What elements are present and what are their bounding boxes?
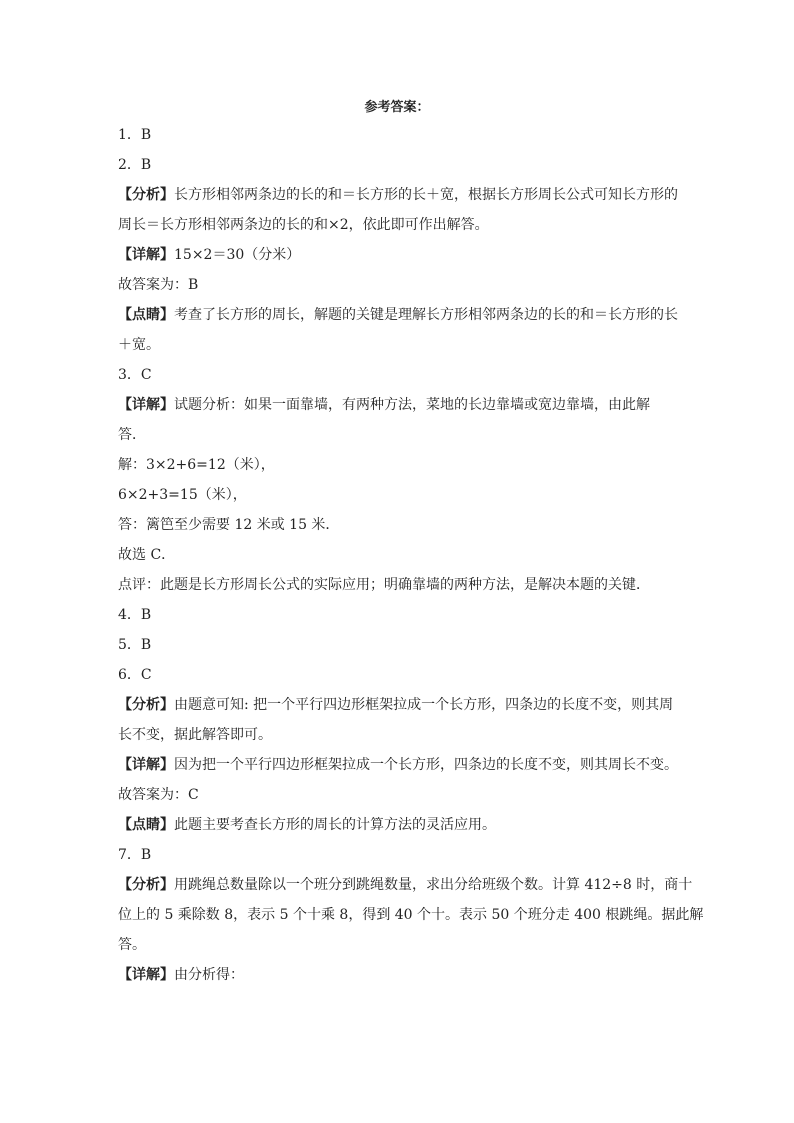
- section-tag: 【分析】: [118, 187, 174, 203]
- section-tag: 【详解】: [118, 757, 174, 773]
- line-text: 7．B: [118, 847, 152, 863]
- answer-body: [118, 120, 704, 990]
- answer-line: [118, 270, 678, 300]
- line-text: 长不变，据此解答即可。: [118, 727, 272, 743]
- line-text: 3．C: [118, 367, 152, 383]
- line-text: 答：篱笆至少需要 12 米或 15 米．: [118, 517, 340, 533]
- line-text: 15×2＝30（分米）: [174, 247, 301, 263]
- answer-line: [118, 330, 678, 360]
- answer-line: [118, 180, 678, 210]
- line-text: 由题意可知: 把一个平行四边形框架拉成一个长方形，四条边的长度不变，则其周: [174, 697, 674, 713]
- answer-line: [118, 720, 678, 750]
- answer-line: [118, 360, 678, 390]
- line-text: 6×2+3=15（米），: [118, 487, 247, 503]
- section-tag: 【详解】: [118, 397, 174, 413]
- answer-line: [118, 630, 678, 660]
- answer-line: [118, 300, 678, 330]
- line-text: 解：3×2+6=12（米），: [118, 457, 275, 473]
- line-text: 6．C: [118, 667, 152, 683]
- answer-line: [118, 120, 678, 150]
- section-tag: 【点睛】: [118, 817, 174, 833]
- line-text: 此题主要考查长方形的周长的计算方法的灵活应用。: [174, 817, 496, 833]
- answer-line: [118, 480, 678, 510]
- answer-line: [118, 210, 678, 240]
- answer-line: [118, 840, 678, 870]
- line-text: 因为把一个平行四边形框架拉成一个长方形，四条边的长度不变，则其周长不变。: [174, 757, 678, 773]
- answer-line: [118, 750, 678, 780]
- answer-line: [118, 780, 678, 810]
- answer-line: [118, 390, 678, 420]
- answer-line: [118, 570, 678, 600]
- line-text: ＋宽。: [118, 337, 160, 353]
- section-tag: 【详解】: [118, 967, 174, 983]
- line-text: 答。: [118, 937, 146, 953]
- answer-line: [118, 150, 678, 180]
- answer-line: [118, 960, 678, 990]
- line-text: 答．: [118, 427, 146, 443]
- section-tag: 【分析】: [118, 877, 174, 893]
- line-text: 5．B: [118, 637, 152, 653]
- answer-line: [118, 900, 704, 930]
- answer-line: [118, 690, 678, 720]
- answer-line: [118, 810, 678, 840]
- line-text: 点评：此题是长方形周长公式的实际应用；明确靠墙的两种方法，是解决本题的关键．: [118, 577, 650, 593]
- line-text: 故答案为：B: [118, 277, 199, 293]
- section-tag: 【详解】: [118, 247, 174, 263]
- answer-line: [118, 510, 678, 540]
- page-title: 参考答案：: [364, 100, 430, 115]
- answer-line: [118, 540, 678, 570]
- section-tag: 【分析】: [118, 697, 174, 713]
- line-text: 故选 C．: [118, 547, 176, 563]
- section-tag: 【点睛】: [118, 307, 174, 323]
- answer-line: [118, 600, 678, 630]
- line-text: 故答案为：C: [118, 787, 199, 803]
- answer-line: [118, 660, 678, 690]
- line-text: 长方形相邻两条边的长的和＝长方形的长＋宽，根据长方形周长公式可知长方形的: [174, 187, 678, 203]
- line-text: 由分析得：: [174, 967, 244, 983]
- line-text: 1．B: [118, 127, 152, 143]
- line-text: 考查了长方形的周长，解题的关键是理解长方形相邻两条边的长的和＝长方形的长: [174, 307, 678, 323]
- line-text: 4．B: [118, 607, 152, 623]
- answer-line: [118, 240, 678, 270]
- answer-line: [118, 930, 678, 960]
- line-text: 用跳绳总数量除以一个班分到跳绳数量，求出分给班级个数。计算 412÷8 时，商十: [174, 877, 693, 893]
- answer-line: [118, 870, 693, 900]
- line-text: 周长＝长方形相邻两条边的长的和×2，依此即可作出解答。: [118, 217, 489, 233]
- line-text: 试题分析：如果一面靠墙，有两种方法，菜地的长边靠墙或宽边靠墙，由此解: [174, 397, 650, 413]
- line-text: 位上的 5 乘除数 8，表示 5 个十乘 8，得到 40 个十。表示 50 个班分走 400 根跳绳。据此解: [118, 907, 704, 923]
- answer-line: [118, 450, 678, 480]
- answer-line: [118, 420, 678, 450]
- line-text: 2．B: [118, 157, 152, 173]
